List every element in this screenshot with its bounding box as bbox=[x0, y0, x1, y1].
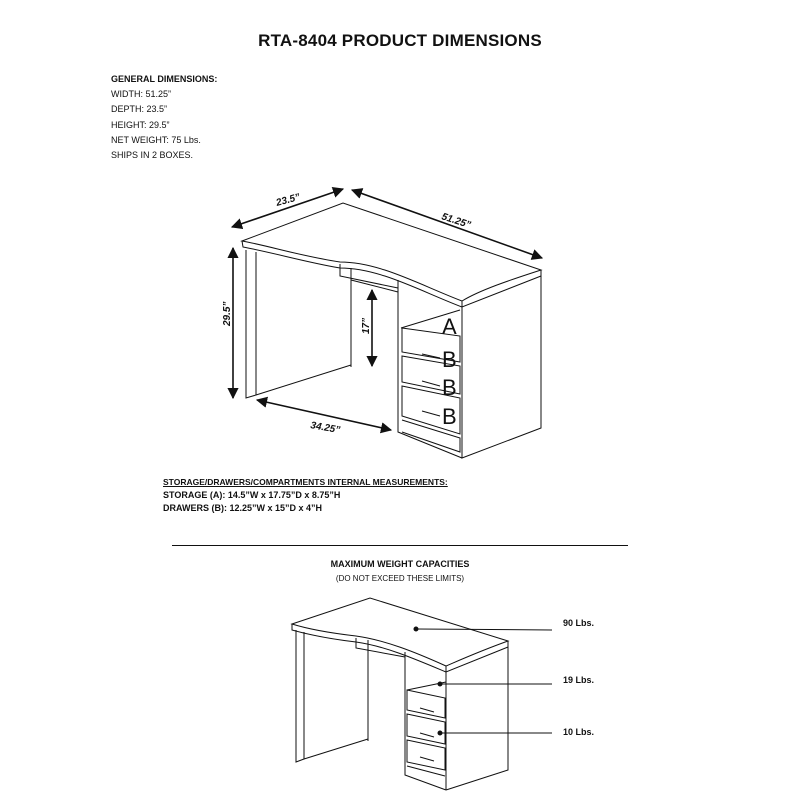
leg-width-label: 34.25” bbox=[309, 420, 341, 437]
height-label: 29.5” bbox=[222, 301, 233, 326]
drawer-measurement: DRAWERS (B): 12.25”W x 15”D x 4”H bbox=[163, 503, 323, 513]
drawer-weight-label: 10 Lbs. bbox=[563, 727, 595, 737]
depth-label: 23.5” bbox=[274, 191, 302, 209]
internal-measurements bbox=[163, 476, 448, 515]
drawer-b-label-3: B bbox=[442, 404, 457, 429]
net-weight-line: NET WEIGHT: 75 Lbs. bbox=[111, 134, 201, 145]
internal-measurements-heading: STORAGE/DRAWERS/COMPARTMENTS INTERNAL MEASUREMENTS: bbox=[163, 477, 448, 487]
storage-measurement: STORAGE (A): 14.5”W x 17.75”D x 8.75”H bbox=[163, 490, 341, 500]
drawer-b-label-2: B bbox=[442, 375, 457, 400]
shelf-weight-label: 19 Lbs. bbox=[563, 675, 595, 685]
drawer-b-label-1: B bbox=[442, 347, 457, 372]
max-weight-title: MAXIMUM WEIGHT CAPACITIES bbox=[330, 559, 470, 569]
ships-line: SHIPS IN 2 BOXES. bbox=[111, 150, 194, 161]
desk-drawing-bottom bbox=[292, 598, 508, 790]
width-line: WIDTH: 51.25” bbox=[111, 89, 172, 100]
general-dimensions-heading: GENERAL DIMENSIONS: bbox=[111, 74, 218, 84]
depth-line: DEPTH: 23.5” bbox=[111, 104, 168, 115]
max-weight-subtitle: (DO NOT EXCEED THESE LIMITS) bbox=[335, 574, 465, 583]
top-leader bbox=[416, 629, 552, 630]
page-title: RTA-8404 PRODUCT DIMENSIONS bbox=[258, 31, 542, 50]
section-divider bbox=[172, 545, 628, 546]
dimension-lines bbox=[232, 189, 542, 430]
knee-height-label: 17” bbox=[361, 317, 372, 334]
height-line: HEIGHT: 29.5” bbox=[111, 119, 170, 130]
top-weight-label: 90 Lbs. bbox=[563, 618, 595, 628]
compartment-a-label: A bbox=[442, 314, 457, 339]
weight-leaders bbox=[414, 627, 552, 735]
width-label: 51.25” bbox=[440, 211, 473, 232]
